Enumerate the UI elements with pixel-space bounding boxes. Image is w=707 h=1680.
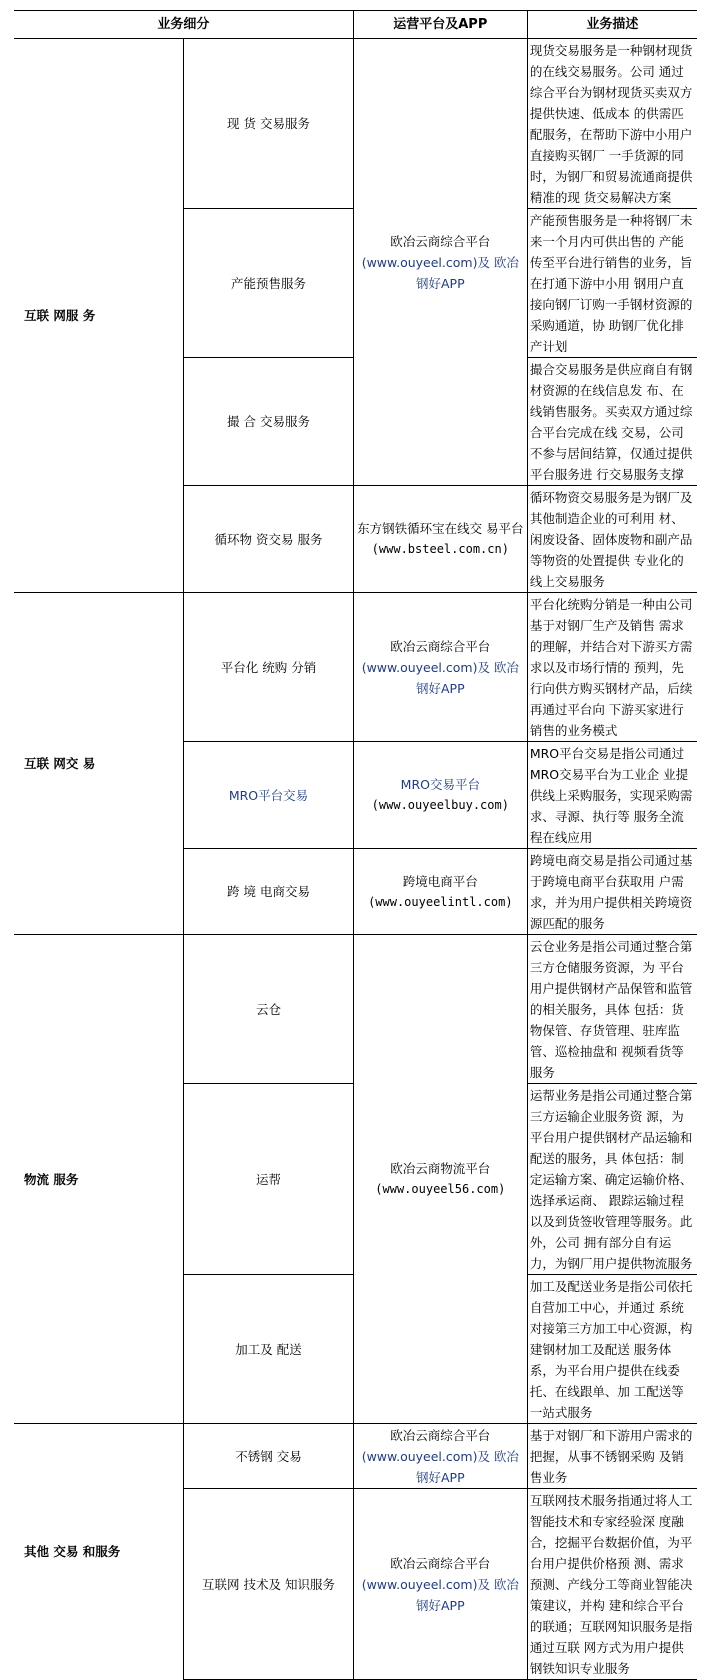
platform-url: (www.ouyeel.com)及 欧冶钢好APP: [361, 659, 519, 696]
platform-name: 东方钢铁循环宝在线交 易平台: [357, 521, 524, 536]
description: 基于对钢厂和下游用户需求的把握，从事不锈钢采购 及销售业务: [527, 1424, 697, 1489]
description: 产能预售服务是一种将钢厂未来一个月内可供出售的 产能传至平台进行销售的业务，旨在打通下游中小用 钢用户直接向钢厂订购一手钢材资源的采购通道，协 助钢厂优化排产计划: [527, 209, 697, 358]
description: MRO平台交易是指公司通过MRO交易平台为工业企 业提供线上采购服务，实现采购需求、寻源、执行等 服务全流程在线应用: [527, 742, 697, 849]
table-row: [14, 935, 697, 1084]
header-row: [14, 11, 697, 39]
header-segment: 业务细分: [14, 11, 353, 39]
description: 云仓业务是指公司通过整合第三方仓储服务资源，为 平台用户提供钢材产品保管和监管的相关服务，具体 包括：货物保管、存货管理、驻库监管、巡检抽盘和 视频看货等服务: [527, 935, 697, 1084]
platform-name: 欧冶云商综合平台: [390, 233, 491, 249]
header-description: 业务描述: [527, 11, 697, 39]
sub-segment: 现 货 交易服务: [184, 39, 354, 209]
description: 跨境电商交易是指公司通过基于跨境电商平台获取用 户需求，并为用户提供相关跨境资源匹配的服务: [527, 849, 697, 935]
platform-url: (www.ouyeelbuy.com): [371, 798, 509, 812]
description: 互联网技术服务指通过将人工智能技术和专家经验深 度融合，挖掘平台数据价值，为平台用户提供价格预 测、需求预测、产线分工等商业智能决策建议，并构 建和综合平台的联通；互联网知识服务是指通过互联 网方式为用户提供钢铁知识专业服务: [527, 1489, 697, 1680]
platform-url: (www.ouyeel.com)及 欧冶钢好APP: [361, 1576, 519, 1613]
platform-url: (www.ouyeel.com)及 欧冶钢好APP: [361, 254, 519, 291]
group-name: 互联 网交 易: [14, 593, 184, 935]
description: 运帮业务是指公司通过整合第三方运输企业服务资 源，为平台用户提供钢材产品运输和配送的服务，具 体包括：制定运输方案、确定运输价格、选择承运商、 跟踪运输过程以及到货签收管理等服务。此外，公司 拥有部分自有运力，为钢厂用户提供物流服务: [527, 1084, 697, 1275]
platform-url: (www.ouyeelintl.com): [368, 894, 513, 909]
platform-cell: [353, 742, 527, 849]
table-row: [14, 39, 697, 209]
platform-url: (www.bsteel.com.cn): [371, 542, 509, 556]
description: 循环物资交易服务是为钢厂及其他制造企业的可利用 材、闲废设备、固体废物和副产品等物资的处置提供 专业化的线上交易服务: [527, 486, 697, 593]
platform-cell: [353, 39, 527, 486]
sub-segment: 不锈钢 交易: [184, 1424, 354, 1489]
table-row: [14, 593, 697, 742]
sub-segment: 循环物 资交易 服务: [184, 486, 354, 593]
sub-segment: 云仓: [184, 935, 354, 1084]
business-table: [14, 10, 697, 1680]
description: 加工及配送业务是指公司依托自营加工中心，并通过 系统对接第三方加工中心资源，构建钢材加工及配送 服务体系，为平台用户提供在线委托、在线跟单、加 工配送等一站式服务: [527, 1275, 697, 1424]
platform-cell: [353, 849, 527, 935]
platform-name: 欧冶云商物流平台: [390, 1161, 491, 1176]
sub-segment: 撮 合 交易服务: [184, 358, 354, 486]
description: 现货交易服务是一种钢材现货的在线交易服务。公司 通过综合平台为钢材现货买卖双方提供快速、低成本 的供需匹配服务，在帮助下游中小用户直接购买钢厂 一手货源的同时，为钢厂和贸易流通商提供精准的现 货交易解决方案: [527, 39, 697, 209]
sub-segment: 运帮: [184, 1084, 354, 1275]
platform-cell: [353, 593, 527, 742]
sub-segment: 平台化 统购 分销: [184, 593, 354, 742]
platform-cell: [353, 1424, 527, 1489]
sub-segment: 加工及 配送: [184, 1275, 354, 1424]
description: 平台化统购分销是一种由公司基于对钢厂生产及销售 需求的理解，并结合对下游买方需求以及市场行情的 预判，先行向供方购买钢材产品，后续再通过平台向 下游买家进行销售的业务模式: [527, 593, 697, 742]
platform-cell: [353, 935, 527, 1424]
platform-name: 欧冶云商综合平台: [390, 1555, 491, 1571]
group-name: 互联 网服 务: [14, 39, 184, 593]
platform-name: 跨境电商平台: [402, 873, 478, 889]
platform-url: (www.ouyeel56.com): [375, 1182, 506, 1196]
sub-segment: 跨 境 电商交易: [184, 849, 354, 935]
description: 撮合交易服务是供应商自有钢材资源的在线信息发 布、在线销售服务。买卖双方通过综合平台完成在线 交易，公司不参与居间结算，仅通过提供平台服务进 行交易服务支撑: [527, 358, 697, 486]
platform-name: 欧冶云商综合平台: [390, 1427, 491, 1443]
header-platform: 运营平台及APP: [353, 11, 527, 39]
platform-name: 欧冶云商综合平台: [390, 638, 491, 654]
sub-segment: 产能预售服务: [184, 209, 354, 358]
platform-url: (www.ouyeel.com)及 欧冶钢好APP: [361, 1448, 519, 1485]
table-row: [14, 1424, 697, 1489]
group-name: 物流 服务: [14, 935, 184, 1424]
group-name: 其他 交易 和服务: [14, 1424, 184, 1680]
platform-cell: [353, 1489, 527, 1680]
sub-segment: MRO平台交易: [184, 742, 354, 849]
platform-cell: [353, 486, 527, 593]
platform-name: MRO交易平台: [400, 777, 480, 792]
sub-segment: 互联网 技术及 知识服务: [184, 1489, 354, 1680]
